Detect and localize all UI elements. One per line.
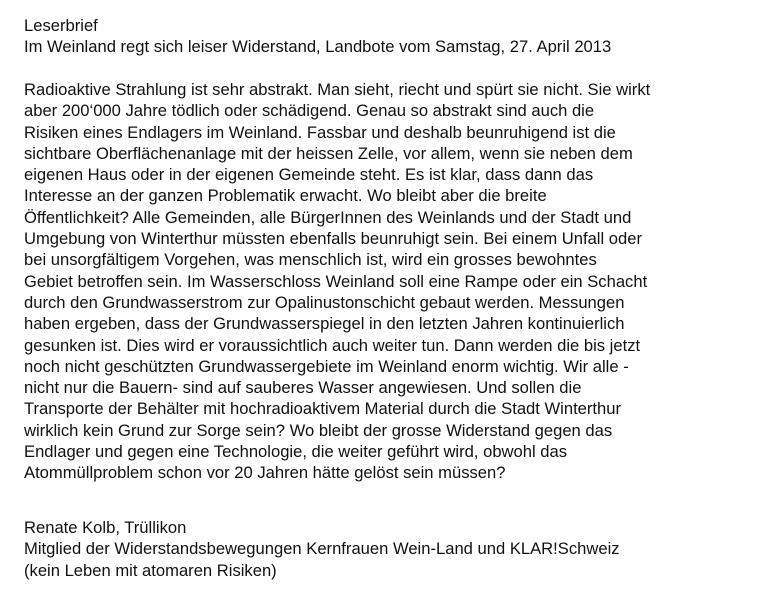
article-reference: Im Weinland regt sich leiser Widerstand, Landbote vom Samstag, 27. April 2013	[24, 37, 612, 57]
body-line: Radioaktive Strahlung ist sehr abstrakt. Man sieht, riecht und spürt sie nicht. Sie wirkt	[24, 80, 651, 99]
body-line: wirklich kein Grund zur Sorge sein? Wo bleibt der grosse Widerstand gegen das	[24, 420, 613, 440]
body-line: gesunken ist. Dies wird er voraussichtlich auch weiter tun. Dann werden die bis jetzt	[24, 335, 641, 355]
body-line: Interesse an der ganzen Problematik erwacht. Wo bleibt aber die breite	[24, 186, 547, 206]
body-line: Umgebung von Winterthur müssten ebenfalls beunruhigt sein. Bei einem Unfall oder	[24, 229, 642, 249]
letter-header	[24, 15, 774, 58]
body-line: sichtbare Oberflächenanlage mit der heissen Zelle, vor allem, wenn sie neben dem	[24, 143, 633, 163]
body-line: Atommüllproblem schon vor 20 Jahren hätte gelöst sein müssen?	[24, 463, 506, 483]
body-line: bei unsorgfältigem Vorgehen, was menschlich ist, wird ein grosses bewohntes	[24, 250, 597, 270]
body-line: Endlager und gegen eine Technologie, die weiter geführt wird, obwohl das	[24, 442, 568, 462]
body-line: Transporte der Behälter mit hochradioaktivem Material durch die Stadt Winterthur	[24, 399, 622, 419]
author-affiliation: Mitglied der Widerstandsbewegungen Kernfrauen Wein-Land und KLAR!Schweiz	[24, 539, 620, 559]
letter-body	[24, 79, 774, 484]
body-line: noch nicht geschützten Grundwassergebiete im Weinland enorm wichtig. Wir alle -	[24, 356, 629, 376]
body-line: Gebiet betroffen sein. Im Wasserschloss Weinland soll eine Rampe oder ein Schacht	[24, 271, 648, 291]
body-line: durch den Grundwasserstrom zur Opalinustonschicht gebaut werden. Messungen	[24, 292, 625, 312]
letter-label: Leserbrief	[24, 16, 98, 35]
body-line: Risiken eines Endlagers im Weinland. Fassbar und deshalb beunruhigend ist die	[24, 122, 616, 142]
body-line: aber 200‘000 Jahre tödlich oder schädigend. Genau so abstrakt sind auch die	[24, 101, 595, 121]
body-line: haben ergeben, dass der Grundwasserspiegel in den letzten Jahren kontinuierlich	[24, 314, 625, 334]
body-line: nicht nur die Bauern- sind auf sauberes Wasser angewiesen. Und sollen die	[24, 378, 582, 398]
letter-signature	[24, 517, 774, 581]
body-line: eigenen Haus oder in der eigenen Gemeinde steht. Es ist klar, dass dann das	[24, 165, 594, 185]
author-name: Renate Kolb, Trüllikon	[24, 518, 187, 537]
body-line: Öffentlichkeit? Alle Gemeinden, alle BürgerInnen des Weinlands und der Stadt und	[24, 207, 632, 227]
author-note: (kein Leben mit atomaren Risiken)	[24, 560, 277, 580]
